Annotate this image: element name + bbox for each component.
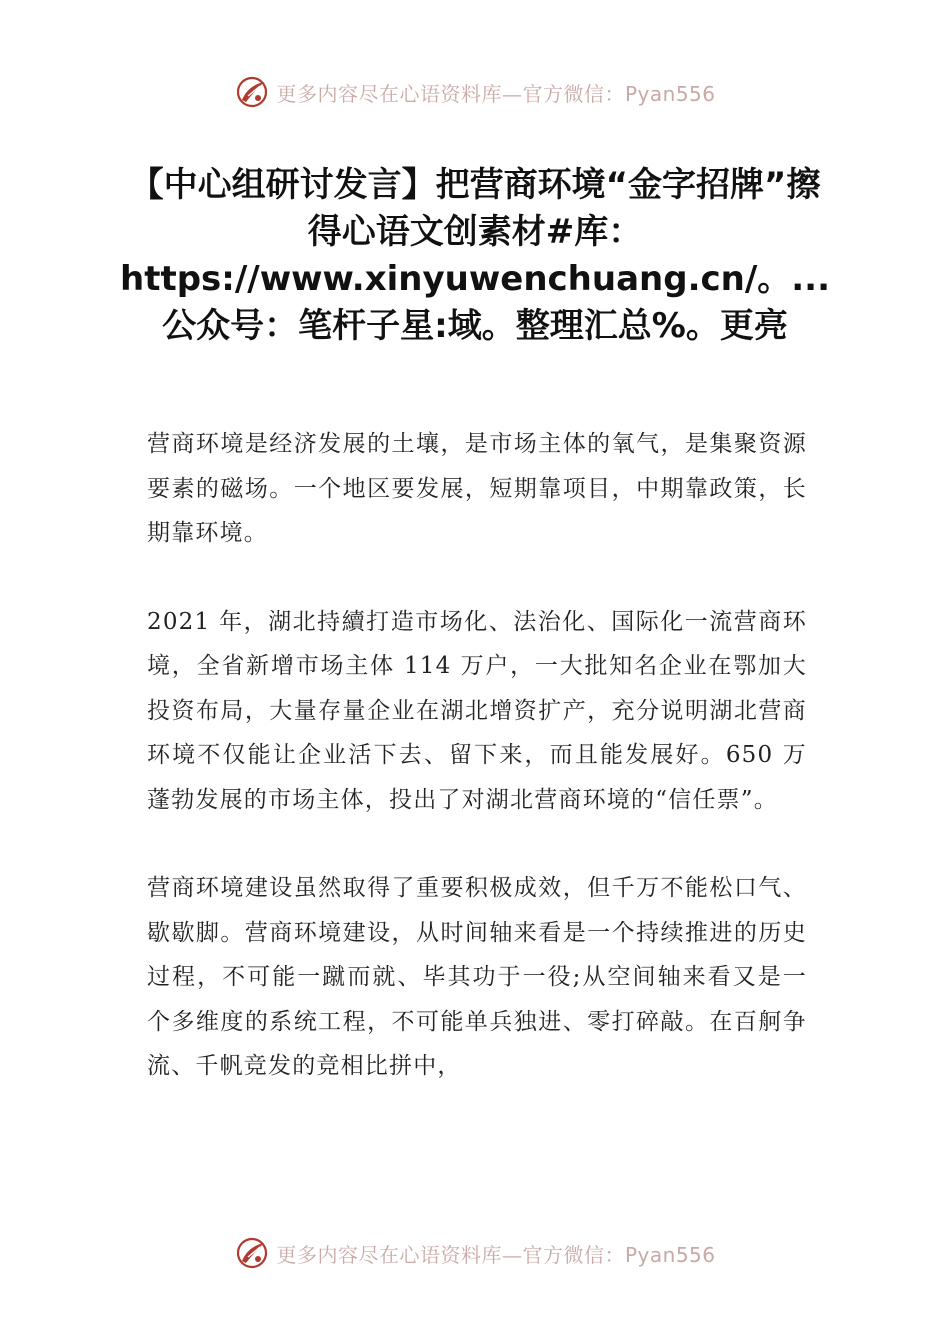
banner-slogan: 更多内容尽在心语资料库—官方微信： xyxy=(276,1242,625,1267)
document-body xyxy=(147,422,807,1133)
paragraph-3: 营商环境建设虽然取得了重要积极成效，但千万不能松口气、歇歇脚。营商环境建设，从时间轴来看是一个持续推进的历史过程，不可能一蹴而就、毕其功于一役;从空间轴来看又是一个多维度的系统工程，不可能单兵独进、零打碎敲。在百舸争流、千帆竞发的竞相比拼中， xyxy=(147,875,807,1079)
paragraph-2: 2021 年，湖北持續打造市场化、法治化、国际化一流营商环境，全省新增市场主体 114 万户，一大批知名企业在鄂加大投资布局，大量存量企业在湖北增资扩产，充分说明湖北营商环境不仅能让企业活下去、留下来，而且能发展好。650 万蓬勃发展的市场主体，投出了对湖北营商环境的“信任票”。 xyxy=(147,608,807,813)
banner-text xyxy=(276,78,715,107)
banner-text xyxy=(276,1239,715,1268)
wechat-id: Pyan556 xyxy=(624,81,716,106)
footer-banner xyxy=(0,1231,950,1275)
wechat-id: Pyan556 xyxy=(624,1242,716,1267)
header-banner xyxy=(0,70,950,114)
banner-slogan: 更多内容尽在心语资料库—官方微信： xyxy=(276,81,625,106)
brand-logo-icon xyxy=(234,1235,270,1271)
paragraph-1: 营商环境是经济发展的土壤，是市场主体的氧气，是集聚资源要素的磁场。一个地区要发展，短期靠项目，中期靠政策，长期靠环境。 xyxy=(147,431,807,546)
brand-logo-icon xyxy=(234,74,270,110)
document-title: 【中心组研讨发言】把营商环境“金字招牌”擦得心语文创素材#库：https://www.xinyuwenchuang.cn/。...公众号：笔杆子星:域。整理汇总%。更亮 xyxy=(120,165,831,346)
